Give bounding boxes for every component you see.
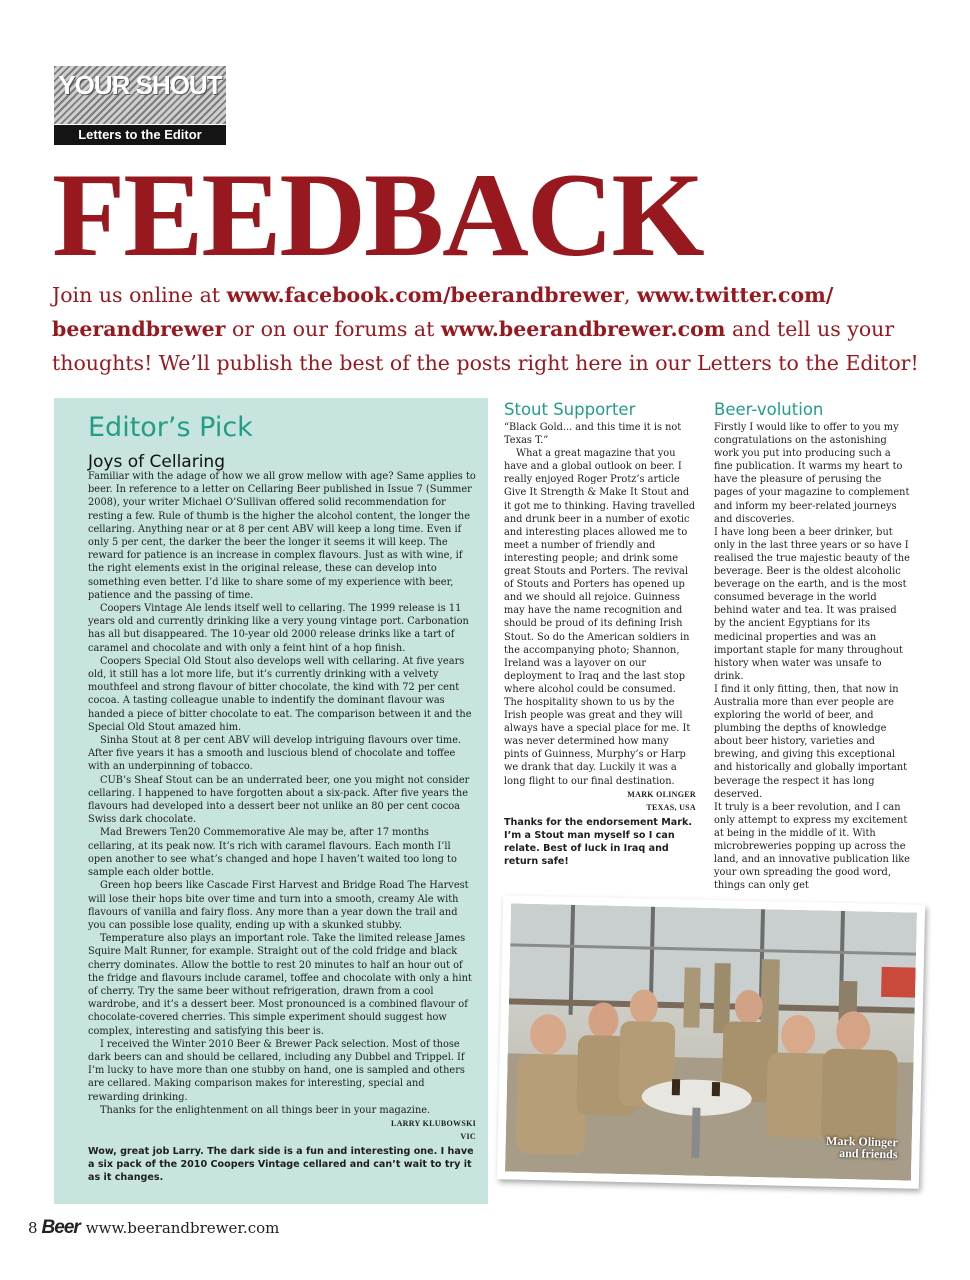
letter-paragraph: I received the Winter 2010 Beer & Brewer Pack selection. Most of those dark beers can and should be cellared, including any Dubbel and Trippel. If I’m lucky to have more than one stubby on hand, one is sampled and others are cellared. Making comparison makes for interesting, special and rewarding drinking. — [88, 1038, 465, 1103]
beer-volution-p2: I have long been a beer drinker, but only in the last three years or so have I realised the true majestic beauty of the beverage. Beer is the oldest alcoholic beverage on the earth, and is the most consumed beverage in the world behind water and tea. It was praised by the ancient Egyptians for its medicinal properties and was an important staple for many throughout history when water was unsafe to drink. — [714, 526, 910, 682]
stout-body: What a great magazine that you have and a global outlook on beer. I really enjoyed Roger Protz’s article Give It Strength & Make It Stout and it got me to thinking. Having travelled and drunk beer in a number of exotic and interesting places allowed me to meet a number of friendly and interesting people; and drink some great Stouts and Porters. The revival of Stouts and Porters has opened up and we should all rejoice. Guinness may have the name recognition and should be proud of its defining Irish Stout. So do the American soldiers in the accompanying photo; Shannon, Ireland was a layover on our deployment to Iraq and the last stop where alcohol could be consumed. The hospitality shown to us by the Irish people was great and they will always have a special place for me. It was never determined how many pints of Guinness, Murphy’s or Harp we drank that day. Luckily it was a long flight to our final destination. — [504, 448, 696, 787]
stout-signature-place: TEXAS, USA — [646, 802, 696, 812]
twitter-link[interactable]: www.twitter.com/ — [637, 283, 834, 307]
section-label: Letters to the Editor — [54, 125, 226, 145]
editors-pick-heading: Editor’s Pick — [88, 412, 253, 443]
intro-text — [52, 278, 932, 380]
photo-caption-line1: Mark Olinger — [825, 1133, 898, 1150]
beer-volution-letter — [714, 421, 910, 892]
letter-paragraph: CUB’s Sheaf Stout can be an underrated beer, one you might not consider cellaring. I happened to have forgotten about a six-pack. After five years the flavours had developed into a dessert beer not unlike an 80 per cent cocoa Swiss dark chocolate. — [88, 774, 470, 826]
beer-volution-p1: Firstly I would like to offer to you my congratulations on the astonishing work you put into producing such a fine publication. It warms my heart to have the pleasure of perusing the pages of your magazine to complement and inform my beer-related journeys and discoveries. — [714, 422, 910, 525]
stout-supporter-heading: Stout Supporter — [504, 400, 636, 419]
intro-text-4: and tell us your thoughts! We’ll publish the best of the posts right here in our Letters to the Editor! — [52, 317, 919, 375]
twitter-link-cont[interactable]: beerandbrewer — [52, 317, 226, 341]
letter-signature-name: LARRY KLUBOWSKI — [390, 1118, 476, 1128]
stout-signature-name: MARK OLINGER — [627, 789, 696, 799]
photo-caption — [826, 1135, 898, 1161]
letter-signature-place: VIC — [460, 1131, 476, 1141]
photo-caption-line2: and friends — [838, 1145, 898, 1162]
letter-paragraph: Mad Brewers Ten20 Commemorative Ale may be, after 17 months cellaring, at its peak now. It’s rich with caramel flavours. Each month I’ll open another to see what’s changed and hope I haven’t waited too long to sample each older bottle. — [88, 827, 457, 879]
page-title: FEEDBACK — [52, 148, 703, 281]
letter-paragraph: Sinha Stout at 8 per cent ABV will develop intriguing flavours over time. After five years it has a smooth and luscious blend of chocolate and toffee with an underpinning of tobacco. — [88, 735, 462, 773]
facebook-link[interactable]: www.facebook.com/beerandbrewer — [226, 283, 624, 307]
letter-paragraph: Green hop beers like Cascade First Harvest and Bridge Road The Harvest will lose their hops bite over time and turn into a smooth, creamy Ale with flavours of vanilla and fairy floss. Any more than a year down the trail and you can possible lose quality, ending up with a skunked stubby. — [88, 880, 469, 931]
section-badge: YOUR SHOUT — [58, 70, 222, 100]
beer-volution-p3: I find it only fitting, then, that now in Australia more than ever people are exploring the world of beer, and plumbing the depths of knowledge about beer history, varieties and brewing, and giving this exceptional and historically and globally important beverage the respect it has long deserved. — [714, 683, 908, 800]
page-footer — [28, 1217, 279, 1239]
editors-pick-letter — [88, 470, 476, 1184]
intro-text-1: Join us online at — [52, 283, 227, 307]
intro-text-2: , — [623, 283, 638, 307]
footer-url[interactable]: www.beerandbrewer.com — [85, 1219, 280, 1237]
intro-text-3: or on our forums at — [225, 317, 441, 341]
stout-supporter-letter — [504, 421, 696, 868]
letter-paragraph: Thanks for the enlightenment on all things beer in your magazine. — [100, 1104, 431, 1116]
photo-frame — [497, 895, 925, 1189]
letter-paragraph: Familiar with the adage of how we all grow mellow with age? Same applies to beer. In reference to a letter on Cellaring Beer published in Issue 7 (Summer 2008), your writer Michael O’Sullivan offered solid recommendation for resting a few. Rule of thumb is the higher the alcohol content, the longer the cellaring. Anything near or at 8 per cent ABV will keep a long time. Even if only 5 per cent, the darker the beer the longer it seems it will keep. The reward for patience is an increase in complex flavours. Just as with wine, if the right elements exist in the original release, these can develop into something even better. I’d like to share some of my experience with beer, patience and the passing of time. — [88, 471, 476, 601]
letter-title: Joys of Cellaring — [88, 452, 225, 472]
page-number: 8 — [28, 1219, 38, 1237]
editor-reply: Wow, great job Larry. The dark side is a fun and interesting one. I have a six pack of the 2010 Coopers Vintage cellared and can’t wait to try it as it changes. — [88, 1145, 474, 1183]
letter-paragraph: Coopers Vintage Ale lends itself well to cellaring. The 1999 release is 11 years old and currently drinking like a very young vintage port. Carbonation has all but disappeared. The 10-year old 2000 release drinks like a tart of caramel and chocolate and with only a feint hint of a hop finish. — [88, 603, 469, 654]
beer-volution-heading: Beer-volution — [714, 400, 824, 419]
soldiers-photo — [505, 903, 917, 1180]
stout-editor-reply: Thanks for the endorsement Mark. I’m a Stout man myself so I can relate. Best of luck in Iraq and return safe! — [504, 816, 692, 867]
letter-paragraph: Temperature also plays an important role. Take the limited release James Squire Malt Runner, for example. Straight out of the cold fridge and black cherry dominates. Allow the bottle to rest 20 minutes to half an hour out of the fridge and flavours include caramel, toffee and chocolate with only a hint of cherry. Try the same beer without refrigeration, drawn from a cool wardrobe, and it’s a dessert beer. Most pronounced is a combined flavour of chocolate-covered cherries. This simple experiment should suggest how complex, interesting and satisfying this beer is. — [88, 933, 472, 1037]
magazine-logo: Beer — [41, 1217, 80, 1238]
letter-paragraph: Coopers Special Old Stout also develops well with cellaring. At five years old, it still has a lot more life, but it’s currently drinking with a velvety mouthfeel and strong flavour of bitter chocolate, the kind with 72 per cent cocoa. A tasting colleague unable to indentify the dominant flavour was handed a piece of bitter chocolate to eat. The comparison between it and the Special Old Stout amazed him. — [88, 655, 472, 733]
website-link[interactable]: www.beerandbrewer.com — [440, 317, 726, 341]
stout-quote: “Black Gold... and this time it is not Texas T.” — [504, 422, 682, 447]
beer-volution-p4: It truly is a beer revolution, and I can only attempt to express my excitement at being in the middle of it. With microbreweries popping up across the land, and an innovative publication like your own spreading the good word, things can only get — [714, 801, 910, 892]
